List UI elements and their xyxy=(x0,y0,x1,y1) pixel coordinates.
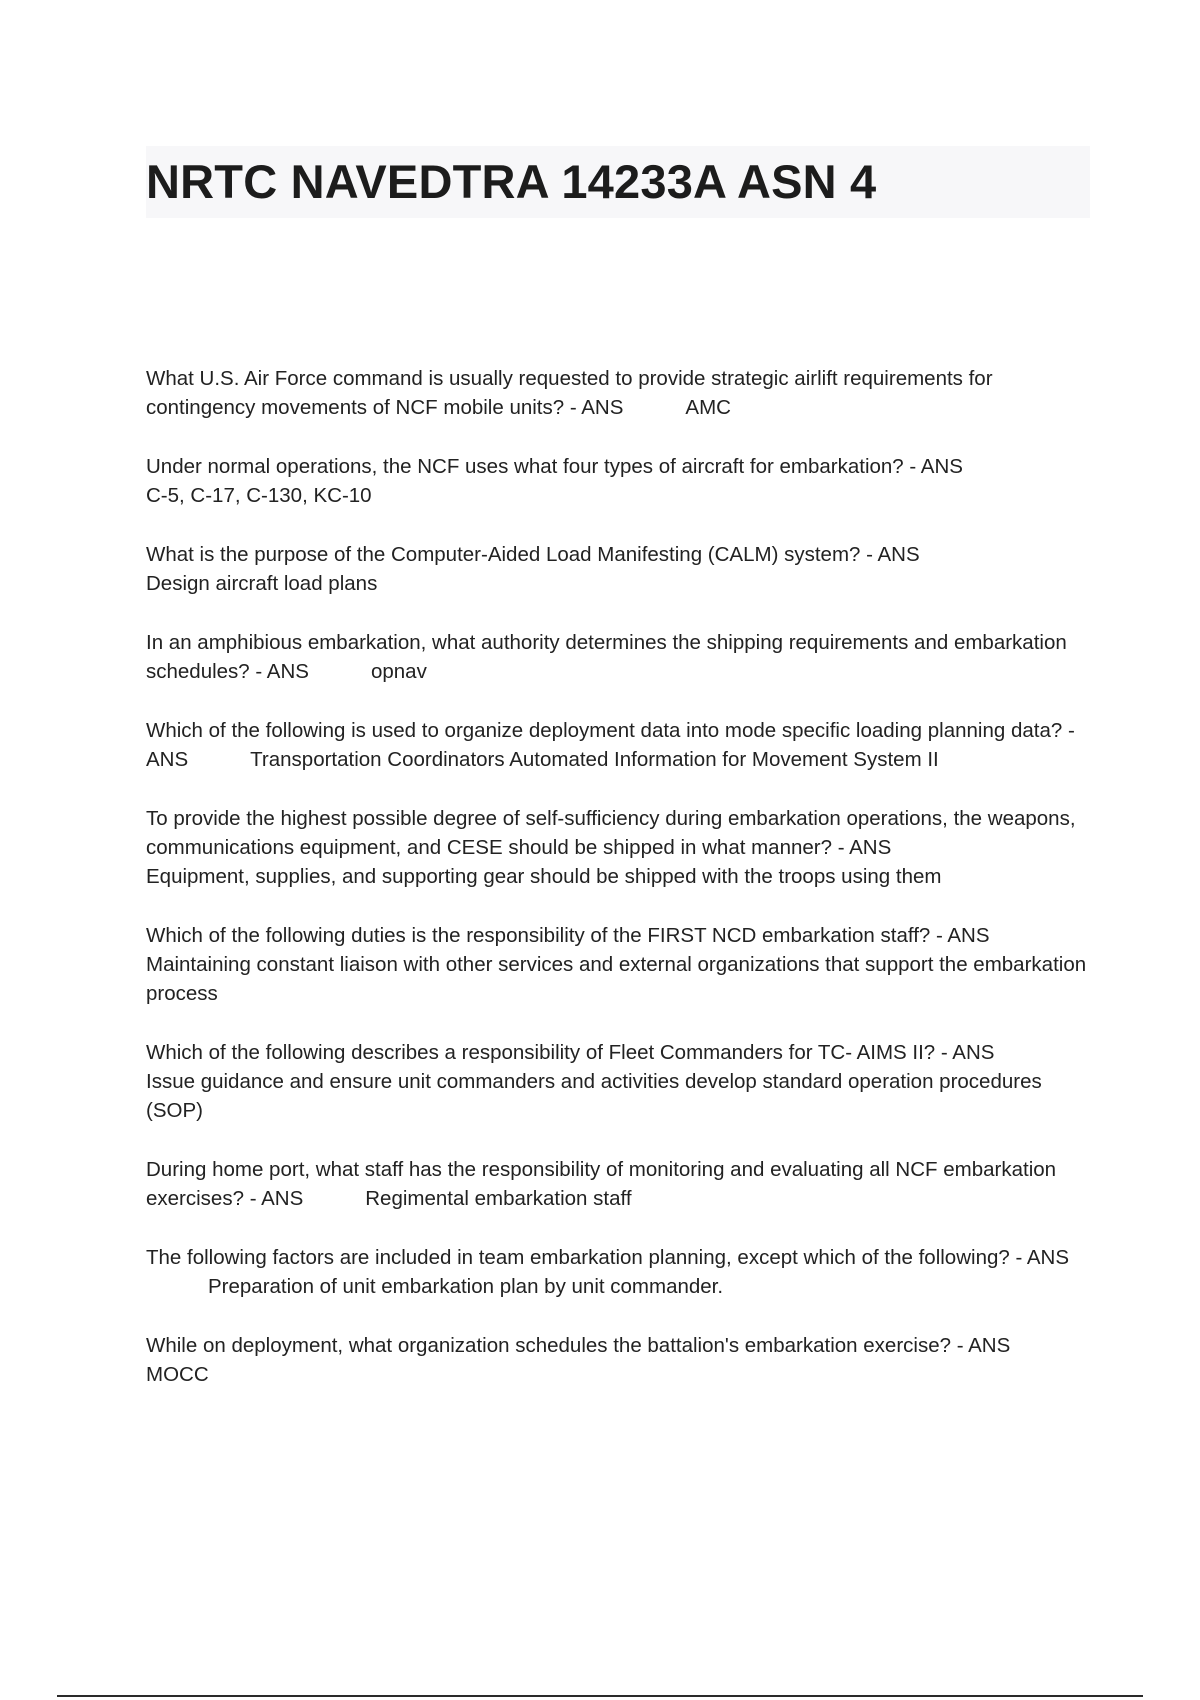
qa-item xyxy=(146,364,1090,422)
answer-text: Transportation Coordinators Automated Information for Movement System II xyxy=(250,748,939,771)
document-title: NRTC NAVEDTRA 14233A ASN 4 xyxy=(146,155,877,208)
question-text: In an amphibious embarkation, what authority determines the shipping requirements and embarkation schedules? xyxy=(146,631,1067,683)
question-text: While on deployment, what organization schedules the battalion's embarkation exercise? xyxy=(146,1334,952,1357)
ans-separator: - ANS xyxy=(903,455,963,478)
qa-item xyxy=(146,1243,1090,1301)
answer-text: Preparation of unit embarkation plan by unit commander. xyxy=(208,1275,724,1298)
qa-item xyxy=(146,1331,1090,1389)
qa-list xyxy=(146,364,1090,1419)
answer-text: Design aircraft load plans xyxy=(146,572,378,595)
answer-text: Regimental embarkation staff xyxy=(365,1187,632,1210)
qa-item xyxy=(146,921,1090,1008)
answer-text: Issue guidance and ensure unit commanders and activities develop standard operation procedures (SOP) xyxy=(146,1070,1042,1122)
answer-text: Equipment, supplies, and supporting gear should be shipped with the troops using them xyxy=(146,865,942,888)
ans-separator: - ANS xyxy=(244,1187,304,1210)
qa-item xyxy=(146,716,1090,774)
ans-separator: - ANS xyxy=(930,924,990,947)
answer-text: opnav xyxy=(370,660,427,683)
qa-item xyxy=(146,628,1090,686)
question-text: To provide the highest possible degree of self-sufficiency during embarkation operations, the weapons, communications equipment, and CESE should be shipped in what manner? xyxy=(146,807,1076,859)
footer-rule xyxy=(57,1695,1143,1697)
ans-separator: - ANS xyxy=(935,1041,995,1064)
question-text: What is the purpose of the Computer-Aided Load Manifesting (CALM) system? xyxy=(146,543,861,566)
qa-item xyxy=(146,452,1090,510)
question-text: Which of the following is used to organize deployment data into mode specific loading planning data? xyxy=(146,719,1063,742)
answer-text: MOCC xyxy=(146,1363,209,1386)
question-text: During home port, what staff has the responsibility of monitoring and evaluating all NCF embarkation exercises? xyxy=(146,1158,1057,1210)
ans-separator: - ANS xyxy=(860,543,920,566)
question-text: Under normal operations, the NCF uses what four types of aircraft for embarkation? xyxy=(146,455,904,478)
qa-item xyxy=(146,540,1090,598)
ans-separator: - ANS xyxy=(1009,1246,1070,1269)
question-text: What U.S. Air Force command is usually requested to provide strategic airlift requirements for contingency movements of NCF mobile units? xyxy=(146,367,993,419)
ans-separator: - ANS xyxy=(951,1334,1011,1357)
ans-separator: - ANS xyxy=(146,719,1075,771)
qa-item xyxy=(146,1038,1090,1125)
question-text: Which of the following describes a responsibility of Fleet Commanders for TC- AIMS II? xyxy=(146,1041,936,1064)
question-text: The following factors are included in team embarkation planning, except which of the following? xyxy=(146,1246,1010,1269)
answer-text: C-5, C-17, C-130, KC-10 xyxy=(146,484,372,507)
answer-text: Maintaining constant liaison with other services and external organizations that support the embarkation process xyxy=(146,953,1087,1005)
question-text: Which of the following duties is the responsibility of the FIRST NCD embarkation staff? xyxy=(146,924,931,947)
qa-item xyxy=(146,804,1090,891)
ans-separator: - ANS xyxy=(249,660,309,683)
ans-separator: - ANS xyxy=(564,396,624,419)
ans-separator: - ANS xyxy=(832,836,892,859)
answer-text: AMC xyxy=(685,396,731,419)
qa-item xyxy=(146,1155,1090,1213)
